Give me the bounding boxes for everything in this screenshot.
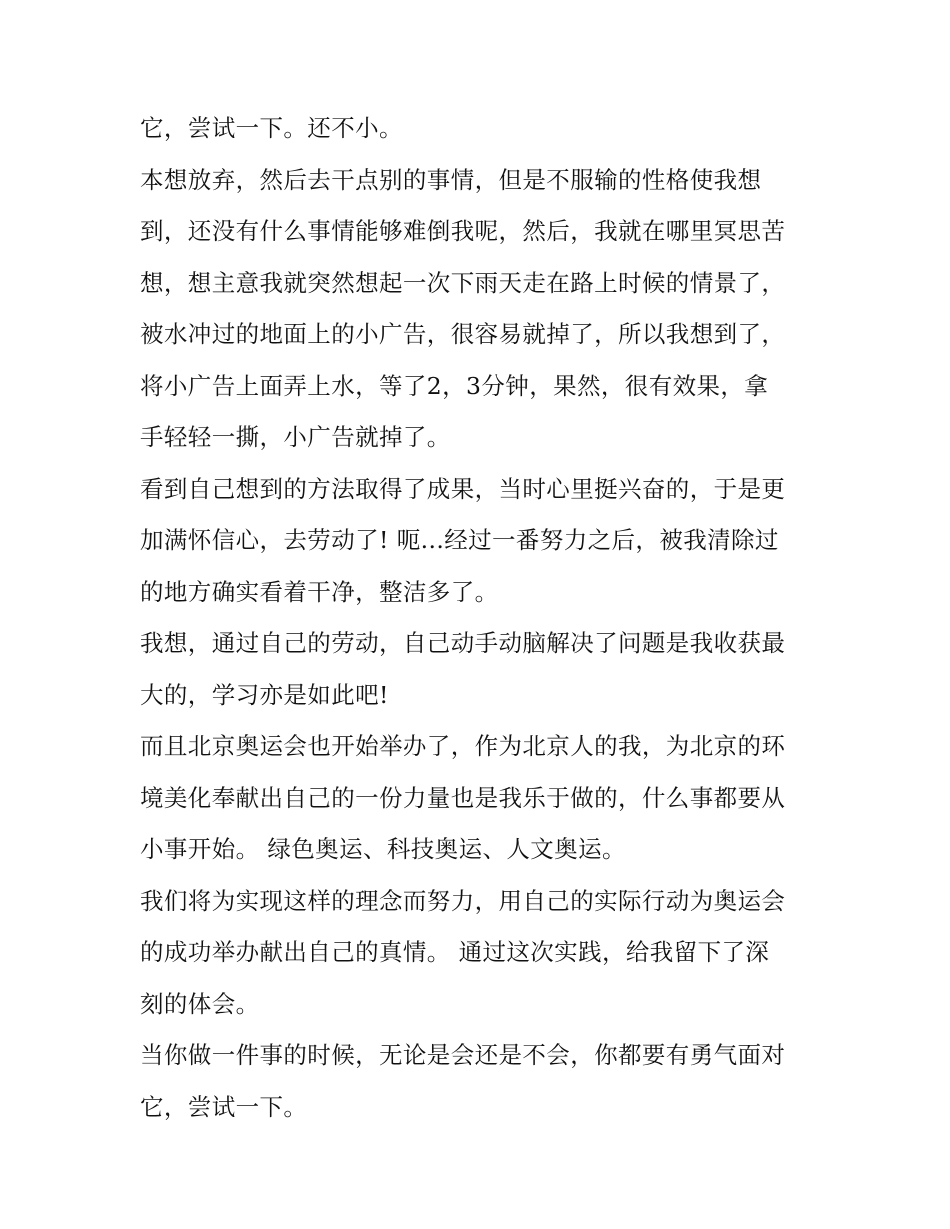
text-line: 加满怀信心，去劳动了! 呃...经过一番努力之后，被我清除过 bbox=[140, 526, 779, 554]
text-line: 当你做一件事的时候，无论是会还是不会，你都要有勇气面对 bbox=[140, 1041, 786, 1069]
text-line: 我想，通过自己的劳动，自己动手动脑解决了问题是我收获最 bbox=[140, 629, 786, 657]
text-line: 被水冲过的地面上的小广告，很容易就掉了，所以我想到了， bbox=[140, 320, 786, 348]
text-line: 刻的体会。 bbox=[140, 989, 260, 1018]
text-line: 小事开始。 绿色奥运、科技奥运、人文奥运。 bbox=[140, 835, 626, 863]
text-line: 本想放弃，然后去干点别的事情，但是不服输的性格使我想 bbox=[140, 165, 762, 194]
document-body bbox=[140, 103, 820, 1133]
text-line: 到，还没有什么事情能够难倒我呢，然后，我就在哪里冥思苦 bbox=[140, 217, 786, 245]
text-line: 大的，学习亦是如此吧! bbox=[140, 680, 389, 709]
text-line: 将小广告上面弄上水，等了2，3分钟，果然，很有效果，拿 bbox=[140, 371, 769, 400]
text-line: 它，尝试一下。还不小。 bbox=[140, 114, 403, 142]
text-line: 而且北京奥运会也开始举办了，作为北京人的我，为北京的环 bbox=[140, 732, 786, 760]
text-line: 想，想主意我就突然想起一次下雨天走在路上时候的情景了， bbox=[140, 268, 786, 297]
text-line: 看到自己想到的方法取得了成果，当时心里挺兴奋的，于是更 bbox=[140, 474, 786, 503]
text-line: 它，尝试一下。 bbox=[140, 1092, 308, 1121]
text-line: 的地方确实看着干净，整洁多了。 bbox=[140, 577, 499, 606]
text-line: 我们将为实现这样的理念而努力，用自己的实际行动为奥运会 bbox=[140, 886, 786, 915]
text-line: 的成功举办献出自己的真情。 通过这次实践，给我留下了深 bbox=[140, 938, 770, 966]
text-line: 手轻轻一撕，小广告就掉了。 bbox=[140, 423, 451, 451]
text-line: 境美化奉献出自己的一份力量也是我乐于做的，什么事都要从 bbox=[140, 783, 786, 812]
